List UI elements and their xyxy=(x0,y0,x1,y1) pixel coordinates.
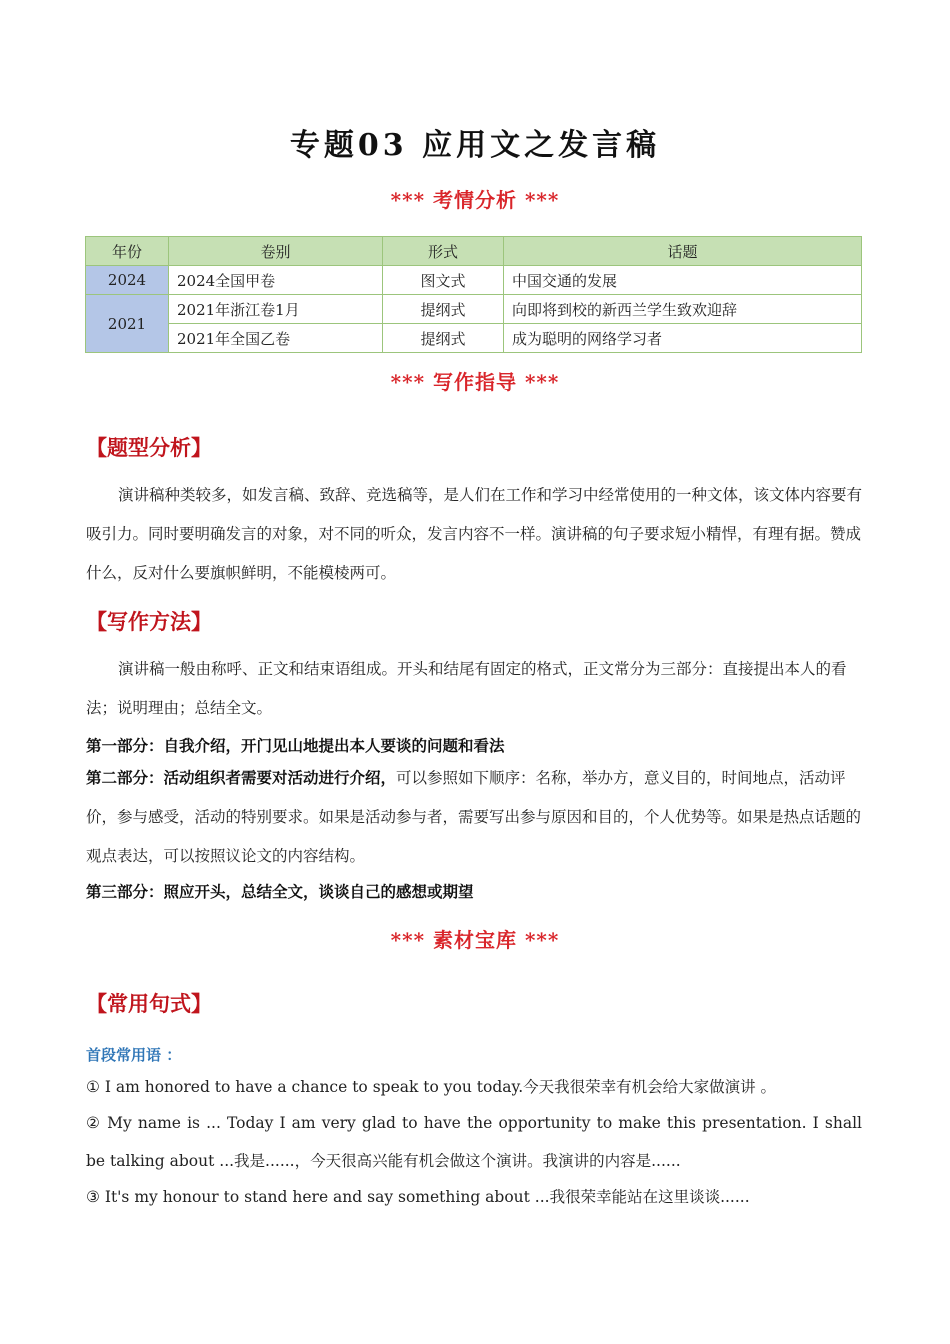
method-part2-text: 可以参照如下顺序：名称，举办方，意义目的，时间地点，活动评价，参与感受，活动的特别要求。如果是活动参与者，需要写出参与原因和目的，个人优势等。如果是热点话题的观点表达，可以按照议论文的内容结构。 xyxy=(86,769,862,865)
exam-table xyxy=(85,236,862,353)
opening-phrases-label: 首段常用语 ： xyxy=(86,1046,182,1064)
cell-topic: 中国交通的发展 xyxy=(504,266,862,295)
cell-year: 2021 xyxy=(86,295,169,353)
banner-analysis: *** 考情分析 *** xyxy=(390,188,560,212)
cell-year: 2024 xyxy=(86,266,169,295)
cell-topic: 向即将到校的新西兰学生致欢迎辞 xyxy=(504,295,862,324)
method-part2-bold: 第二部分：活动组织者需要对活动进行介绍， xyxy=(86,768,397,787)
header-topic: 话题 xyxy=(504,237,862,266)
sentence-item: ② My name is ... Today I am very glad to have the opportunity to make this presentation. I shall be talking about ...我是......，今天很高兴能有机会做这个演讲。我演讲的内容是...... xyxy=(86,1114,862,1170)
sentence-item: ③ It's my honour to stand here and say something about ...我很荣幸能站在这里谈谈...... xyxy=(86,1188,750,1206)
banner-guide: *** 写作指导 *** xyxy=(390,370,560,394)
cell-form: 图文式 xyxy=(383,266,504,295)
header-form: 形式 xyxy=(383,237,504,266)
cell-form: 提纲式 xyxy=(383,324,504,353)
heading-method: 【写作方法】 xyxy=(86,609,212,634)
cell-paper: 2021年全国乙卷 xyxy=(169,324,383,353)
method-text: 演讲稿一般由称呼、正文和结束语组成。开头和结尾有固定的格式，正文常分为三部分：直接提出本人的看法；说明理由；总结全文。 xyxy=(86,660,847,717)
page-title: 专题03 应用文之发言稿 xyxy=(289,128,661,163)
method-paragraph xyxy=(86,650,862,728)
cell-form: 提纲式 xyxy=(383,295,504,324)
table-row xyxy=(86,324,862,353)
header-paper: 卷别 xyxy=(169,237,383,266)
heading-sentences: 【常用句式】 xyxy=(86,991,212,1016)
banner-materials: *** 素材宝库 *** xyxy=(390,928,560,952)
cell-topic: 成为聪明的网络学习者 xyxy=(504,324,862,353)
header-year: 年份 xyxy=(86,237,169,266)
cell-paper: 2024全国甲卷 xyxy=(169,266,383,295)
heading-type-analysis: 【题型分析】 xyxy=(86,435,212,460)
type-analysis-text: 演讲稿种类较多，如发言稿、致辞、竞选稿等，是人们在工作和学习中经常使用的一种文体，该文体内容要有吸引力。同时要明确发言的对象，对不同的听众，发言内容不一样。演讲稿的句子要求短小精悍，有理有据。赞成什么，反对什么要旗帜鲜明，不能模棱两可。 xyxy=(86,486,863,582)
cell-paper: 2021年浙江卷1月 xyxy=(169,295,383,324)
table-row xyxy=(86,266,862,295)
table-row xyxy=(86,295,862,324)
sentence-item: ① I am honored to have a chance to speak to you today.今天我很荣幸有机会给大家做演讲 。 xyxy=(86,1078,777,1096)
table-header-row xyxy=(86,237,862,266)
method-part3: 第三部分：照应开头，总结全文，谈谈自己的感想或期望 xyxy=(86,882,474,901)
method-part2 xyxy=(86,758,862,876)
method-part1: 第一部分：自我介绍，开门见山地提出本人要谈的问题和看法 xyxy=(86,736,505,755)
type-analysis-paragraph xyxy=(86,476,876,593)
